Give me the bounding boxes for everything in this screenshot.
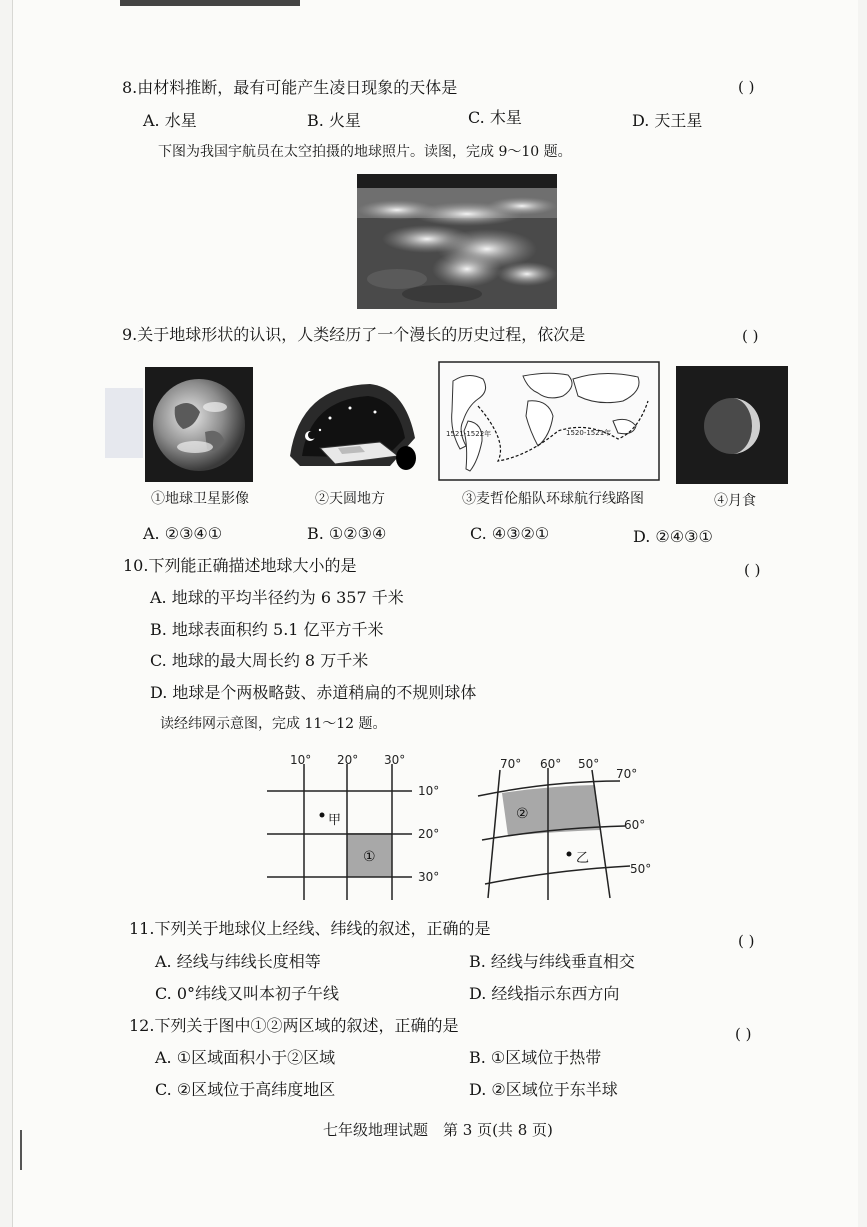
earth-satellite-image xyxy=(145,367,253,482)
q11-option-a: A. 经线与纬线长度相等 xyxy=(155,952,321,971)
right-grid-right-label-1: 70° xyxy=(616,767,638,781)
q12-option-b: B. ①区域位于热带 xyxy=(469,1048,602,1067)
intro-9-10: 下图为我国宇航员在太空拍摄的地球照片。读图，完成 9～10 题。 xyxy=(158,144,572,160)
q10-option-d: D. 地球是个两极略鼓、赤道稍扁的不规则球体 xyxy=(150,683,477,702)
region-1-label: ① xyxy=(363,849,376,865)
map-label-1520-1521: 1520-1521年 xyxy=(566,429,612,437)
region-2-label: ② xyxy=(516,806,529,822)
left-grid-top-label-1: 10° xyxy=(290,753,312,767)
intro-11-12: 读经纬网示意图，完成 11～12 题。 xyxy=(160,716,387,732)
q9-option-a: A. ②③④① xyxy=(143,524,223,543)
right-grid-top-label-1: 70° xyxy=(500,757,522,771)
lunar-eclipse-image xyxy=(676,366,788,484)
q11-stem: 11.下列关于地球仪上经线、纬线的叙述，正确的是 xyxy=(129,919,491,938)
grid-map-left xyxy=(262,748,452,903)
left-grid-top-label-3: 30° xyxy=(384,753,406,767)
magellan-route-map xyxy=(438,361,660,481)
left-grid-top-label-2: 20° xyxy=(337,753,359,767)
caption-3: ③麦哲伦船队环球航行线路图 xyxy=(462,491,644,507)
q12-option-c: C. ②区域位于高纬度地区 xyxy=(155,1080,336,1099)
q8-option-a: A. 水星 xyxy=(143,111,197,130)
map-label-1521-1522: 1521-1522年 xyxy=(446,430,492,438)
q11-option-b: B. 经线与纬线垂直相交 xyxy=(469,952,635,971)
dome-sky-square-earth-image xyxy=(280,378,420,470)
left-grid-right-label-2: 20° xyxy=(418,827,440,841)
q10-option-b: B. 地球表面积约 5.1 亿平方千米 xyxy=(150,620,384,639)
earth-space-photo xyxy=(357,174,557,309)
q11-answer-paren: ( ) xyxy=(738,932,755,950)
left-grid-right-label-1: 10° xyxy=(418,784,440,798)
q10-option-a: A. 地球的平均半径约为 6 357 千米 xyxy=(150,588,404,607)
q9-stem: 9.关于地球形状的认识，人类经历了一个漫长的历史过程，依次是 xyxy=(122,325,586,344)
q12-option-a: A. ①区域面积小于②区域 xyxy=(155,1048,336,1067)
q8-option-d: D. 天王星 xyxy=(632,111,703,130)
point-jia-label: 甲 xyxy=(328,813,342,828)
right-grid-right-label-2: 60° xyxy=(624,818,646,832)
q8-answer-paren: ( ) xyxy=(738,78,755,96)
q9-option-d: D. ②④③① xyxy=(633,527,713,546)
right-grid-top-label-3: 50° xyxy=(578,757,600,771)
q12-stem: 12.下列关于图中①②两区域的叙述，正确的是 xyxy=(129,1016,459,1035)
q11-option-d: D. 经线指示东西方向 xyxy=(469,984,620,1003)
right-grid-right-label-3: 50° xyxy=(630,862,652,876)
page-footer: 七年级地理试题 第 3 页(共 8 页) xyxy=(323,1121,553,1139)
q8-option-c: C. 木星 xyxy=(468,108,522,127)
point-yi-label: 乙 xyxy=(576,851,590,866)
q11-option-c: C. 0°纬线又叫本初子午线 xyxy=(155,984,340,1003)
q9-option-b: B. ①②③④ xyxy=(307,524,387,543)
caption-4: ④月食 xyxy=(714,493,756,509)
q10-option-c: C. 地球的最大周长约 8 万千米 xyxy=(150,651,369,670)
q9-answer-paren: ( ) xyxy=(742,327,759,345)
scan-edge-mark xyxy=(120,0,300,6)
q12-option-d: D. ②区域位于东半球 xyxy=(469,1080,618,1099)
q12-answer-paren: ( ) xyxy=(735,1025,752,1043)
q8-option-b: B. 火星 xyxy=(307,111,361,130)
point-jia-marker xyxy=(320,813,325,818)
caption-1: ①地球卫星影像 xyxy=(151,491,249,507)
q8-stem: 8.由材料推断，最有可能产生凌日现象的天体是 xyxy=(122,78,458,97)
grid-map-right xyxy=(470,748,670,903)
point-yi-marker xyxy=(567,852,572,857)
scan-edge-line xyxy=(20,1130,22,1170)
left-grid-right-label-3: 30° xyxy=(418,870,440,884)
q9-option-c: C. ④③②① xyxy=(470,524,550,543)
q10-answer-paren: ( ) xyxy=(744,561,761,579)
right-grid-top-label-2: 60° xyxy=(540,757,562,771)
caption-2: ②天圆地方 xyxy=(315,491,385,507)
scan-shade xyxy=(105,388,143,458)
q10-stem: 10.下列能正确描述地球大小的是 xyxy=(123,556,357,575)
